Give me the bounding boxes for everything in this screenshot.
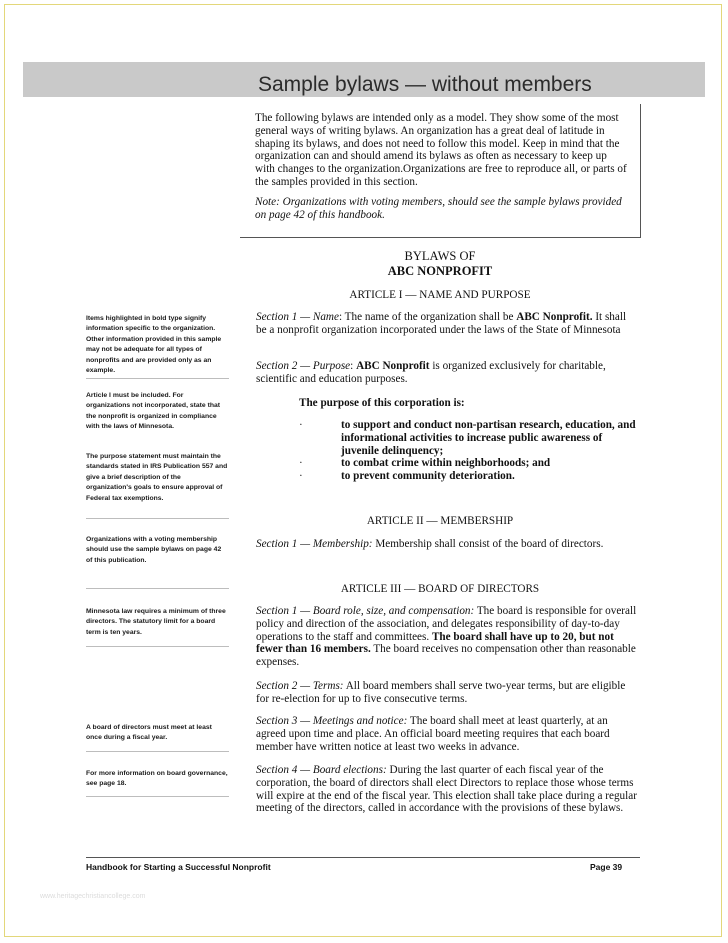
bullet-marker: ·	[299, 419, 303, 431]
list-item-text: to prevent community deterioration.	[341, 470, 515, 483]
article-3-section-1	[256, 605, 639, 669]
sidebar-divider	[86, 378, 229, 379]
section-label: Section 1 — Membership:	[256, 538, 373, 550]
section-text: The board is responsible for overall policy and direction of the association, and delegates responsibility of day-to-day operations to the staff and committees.	[256, 605, 637, 643]
sidebar-divider	[86, 751, 229, 752]
article-3-section-3	[256, 715, 639, 753]
page-title: Sample bylaws — without members	[258, 73, 592, 96]
section-label: Section 2 — Purpose	[256, 360, 351, 372]
page-number: Page 39	[590, 862, 623, 872]
sidebar-note: A board of directors must meet at least once during a fiscal year.	[86, 724, 212, 742]
intro-note: Note: Organizations with voting members, should see the sample bylaws provided on page 42 of this handbook.	[255, 195, 622, 221]
article-3-section-2	[256, 680, 639, 706]
article-3-section-4	[256, 764, 639, 815]
bullet-marker: ·	[299, 470, 303, 483]
purpose-heading: The purpose of this corporation is:	[299, 397, 465, 409]
section-text: : The name of the organization shall be	[338, 311, 517, 323]
article-2-heading: ARTICLE II — MEMBERSHIP	[366, 515, 514, 527]
article-2-section-1	[256, 538, 639, 551]
sidebar-divider	[86, 796, 229, 797]
intro-text: The following bylaws are intended only as a model. They show some of the most general ways of writing bylaws. An organization has a great deal of latitude in shaping its bylaws, and does not need to follow this model. Keep in mind that the organization can and should amend its bylaws as often as necessary to keep up with changes to the organization.Organizations are free to reproduce all, or parts of the samples provided in this section.	[255, 112, 627, 188]
sidebar-note: Article I must be included. For organizations not incorporated, state that the nonprofit is organized in compliance with the laws of Minnesota.	[86, 392, 221, 431]
sidebar-divider	[86, 518, 229, 519]
section-text: It shall be a nonprofit organization incorporated under the laws of the State of Minnesota	[256, 311, 627, 336]
bullet-marker: ·	[299, 457, 303, 470]
purpose-list	[299, 419, 639, 483]
section-text: The board receives no compensation other than reasonable expenses.	[256, 643, 636, 669]
footer-rule	[86, 857, 640, 858]
sidebar-divider	[86, 646, 229, 647]
article-1-heading: ARTICLE I — NAME AND PURPOSE	[349, 289, 531, 301]
sidebar-divider	[86, 588, 229, 589]
sidebar-note: Items highlighted in bold type signify information specific to the organization. Other information provided in this sample may not be adequate for all types of nonprofits and are provided only as an example.	[86, 315, 222, 375]
section-label: Section 2 — Terms:	[256, 680, 344, 692]
list-item-text: to combat crime within neighborhoods; and	[341, 457, 551, 470]
section-text: The board shall meet at least quarterly, at an agreed upon time and place. An official board meeting requires that each board member have written notice at least two weeks in advance.	[256, 715, 610, 753]
section-label: Section 1 — Name	[256, 311, 339, 323]
sidebar-note: For more information on board governance, see page 18.	[86, 770, 228, 788]
section-text: Membership shall consist of the board of directors.	[372, 538, 604, 550]
section-text: All board members shall serve two-year terms, but are eligible for re-election for up to five consecutive terms.	[256, 680, 626, 705]
sidebar-note: Organizations with a voting membership should use the sample bylaws on page 42 of this publication.	[86, 536, 222, 564]
sidebar-note: Minnesota law requires a minimum of three directors. The statutory limit for a board term is ten years.	[86, 608, 226, 636]
bylaws-of-heading: BYLAWS OF	[404, 249, 476, 263]
section-text: During the last quarter of each fiscal year of the corporation, the board of directors shall elect Directors to replace those whose terms will expire at the end of the fiscal year. This election shall take place during a regular meeting of the directors, called in accordance with the provisions of these bylaws.	[256, 764, 637, 815]
article-3-heading: ARTICLE III — BOARD OF DIRECTORS	[340, 583, 540, 595]
article-1-section-1	[256, 311, 639, 337]
article-1-section-2	[256, 360, 639, 386]
list-item	[299, 470, 639, 483]
list-item-text: to support and conduct non-partisan research, education, and informational activities to increase public awareness of juvenile delinquency;	[341, 419, 636, 457]
section-label: Section 3 — Meetings and notice:	[256, 715, 408, 727]
footer-title: Handbook for Starting a Successful Nonprofit	[86, 862, 271, 872]
section-label: Section 4 — Board elections:	[256, 764, 387, 776]
section-bold-text: ABC Nonprofit.	[516, 311, 593, 323]
list-item	[299, 457, 639, 470]
section-label: Section 1 — Board role, size, and compensation:	[256, 605, 475, 617]
section-text: :	[350, 360, 357, 372]
intro-box	[240, 104, 641, 238]
list-item	[299, 419, 639, 457]
org-name-heading: ABC NONPROFIT	[387, 264, 493, 278]
section-text: is organized exclusively for charitable, scientific and education purposes.	[256, 360, 606, 385]
section-bold-text: The board shall have up to 20, but not fewer than 16 members.	[256, 630, 614, 656]
section-bold-text: ABC Nonprofit	[356, 360, 430, 372]
sidebar-note: The purpose statement must maintain the standards stated in IRS Publication 557 and give a brief description of the organization's goals to ensure approval of Federal tax exemptions.	[86, 453, 228, 502]
watermark-text: www.heritagechristiancollege.com	[40, 893, 146, 900]
